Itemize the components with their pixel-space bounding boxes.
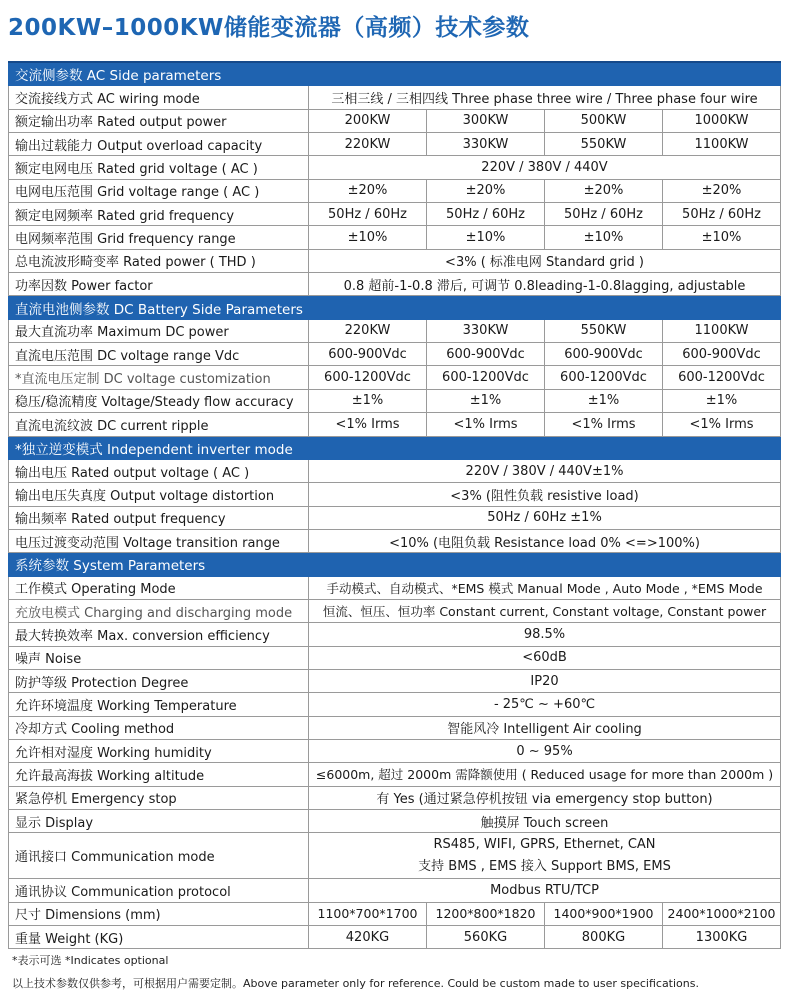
cell-value: 2400*1000*2100 [663,902,781,925]
table-row [9,483,781,506]
cell-value: 50Hz / 60Hz [663,203,781,226]
section-title: 系统参数 System Parameters [9,553,781,576]
reference-note: 以上技术参数仅供参考，可根据用户需要定制。Above parameter only for reference. Could be custom made to user specifications. [12,977,699,990]
cell-value: ±1% [309,389,427,412]
row-value: - 25℃ ~ +60℃ [309,693,781,716]
cell-value: <1% Irms [545,413,663,436]
cell-value: <1% Irms [427,413,545,436]
cell-value: ±20% [663,179,781,202]
cell-value: 500KW [545,109,663,132]
cell-value: 600-1200Vdc [427,366,545,389]
cell-value: <1% Irms [663,413,781,436]
table-row [9,413,781,436]
row-value: 98.5% [309,623,781,646]
row-label: 允许相对湿度 Working humidity [9,739,309,762]
row-value: 0 ~ 95% [309,739,781,762]
table-row [9,319,781,342]
table-row [9,646,781,669]
cell-value: ±20% [427,179,545,202]
section-title: 直流电池侧参数 DC Battery Side Parameters [9,296,781,319]
row-value: 智能风冷 Intelligent Air cooling [309,716,781,739]
cell-value: 200KW [309,109,427,132]
row-label: 直流电压范围 DC voltage range Vdc [9,343,309,366]
row-value: 220V / 380V / 440V±1% [309,459,781,482]
row-label: 电压过渡变动范围 Voltage transition range [9,529,309,552]
row-label: 额定电网电压 Rated grid voltage ( AC ) [9,156,309,179]
row-value: <10% (电阻负载 Resistance load 0% <=>100%) [309,529,781,552]
row-value [309,833,781,879]
cell-value: 600-1200Vdc [309,366,427,389]
cell-value: 220KW [309,133,427,156]
row-value: <3% ( 标准电网 Standard grid ) [309,249,781,272]
row-value: 0.8 超前-1-0.8 滞后, 可调节 0.8leading-1-0.8lagging, adjustable [309,273,781,296]
table-row [9,203,781,226]
row-label: 额定电网频率 Rated grid frequency [9,203,309,226]
row-label: 稳压/稳流精度 Voltage/Steady flow accuracy [9,389,309,412]
cell-value: 50Hz / 60Hz [545,203,663,226]
cell-value: 330KW [427,319,545,342]
row-label: 电网电压范围 Grid voltage range ( AC ) [9,179,309,202]
table-row [9,623,781,646]
table-row [9,902,781,925]
row-label: 通讯接口 Communication mode [9,833,309,879]
cell-value: 300KW [427,109,545,132]
table-row [9,810,781,833]
table-row [9,109,781,132]
cell-value: 1100KW [663,319,781,342]
row-value: 50Hz / 60Hz ±1% [309,506,781,529]
table-row [9,716,781,739]
cell-value: 550KW [545,133,663,156]
cell-value: 1100*700*1700 [309,902,427,925]
row-value: 恒流、恒压、恒功率 Constant current, Constant voltage, Constant power [309,599,781,622]
row-label: 工作模式 Operating Mode [9,576,309,599]
cell-value: ±10% [545,226,663,249]
row-label: 额定输出功率 Rated output power [9,109,309,132]
cell-value: 600-900Vdc [663,343,781,366]
cell-value: 1300KG [663,926,781,949]
cell-value: <1% Irms [309,413,427,436]
cell-value: 1000KW [663,109,781,132]
row-value: <3% (阻性负载 resistive load) [309,483,781,506]
section-header-dc [9,296,781,319]
cell-value: ±1% [545,389,663,412]
table-row [9,669,781,692]
table-row [9,226,781,249]
section-header-inverter [9,436,781,459]
cell-value: 1200*800*1820 [427,902,545,925]
cell-value: 1400*900*1900 [545,902,663,925]
cell-value: ±1% [663,389,781,412]
row-label: 紧急停机 Emergency stop [9,786,309,809]
row-label: 通讯协议 Communication protocol [9,879,309,902]
section-title: 交流侧参数 AC Side parameters [9,62,781,86]
table-row [9,879,781,902]
table-row [9,833,781,879]
table-row [9,693,781,716]
page-title: 200KW–1000KW储能变流器（高频）技术参数 [8,15,530,41]
cell-value: 550KW [545,319,663,342]
table-row [9,366,781,389]
table-row [9,249,781,272]
table-row [9,156,781,179]
section-header-ac [9,62,781,86]
cell-value: ±20% [545,179,663,202]
table-row [9,179,781,202]
row-label: 尺寸 Dimensions (mm) [9,902,309,925]
row-label: 冷却方式 Cooling method [9,716,309,739]
cell-value: 420KG [309,926,427,949]
row-label: 充放电模式 Charging and discharging mode [9,599,309,622]
table-row [9,529,781,552]
row-value: <60dB [309,646,781,669]
row-label: 重量 Weight (KG) [9,926,309,949]
row-label: 允许最高海拔 Working altitude [9,763,309,786]
table-row [9,576,781,599]
table-row [9,459,781,482]
row-value: IP20 [309,669,781,692]
row-label: 总电流波形畸变率 Rated power ( THD ) [9,249,309,272]
comm-line: 支持 BMS , EMS 接入 Support BMS, EMS [418,858,671,874]
row-label: 允许环境温度 Working Temperature [9,693,309,716]
row-label: 防护等级 Protection Degree [9,669,309,692]
cell-value: 600-1200Vdc [663,366,781,389]
row-label: 最大直流功率 Maximum DC power [9,319,309,342]
table-row [9,739,781,762]
row-value: 有 Yes (通过紧急停机按钮 via emergency stop button) [309,786,781,809]
table-row [9,133,781,156]
cell-value: ±1% [427,389,545,412]
row-label: 输出电压失真度 Output voltage distortion [9,483,309,506]
row-label: 输出过载能力 Output overload capacity [9,133,309,156]
cell-value: 600-900Vdc [545,343,663,366]
cell-value: 50Hz / 60Hz [427,203,545,226]
table-row [9,599,781,622]
cell-value: 600-900Vdc [309,343,427,366]
table-row [9,343,781,366]
table-row [9,926,781,949]
cell-value: 1100KW [663,133,781,156]
row-label: 功率因数 Power factor [9,273,309,296]
cell-value: ±20% [309,179,427,202]
comm-line: RS485, WIFI, GPRS, Ethernet, CAN [433,836,656,852]
cell-value: ±10% [663,226,781,249]
table-row [9,506,781,529]
cell-value: 600-900Vdc [427,343,545,366]
table-row [9,273,781,296]
row-value: 手动模式、自动模式、*EMS 模式 Manual Mode , Auto Mode , *EMS Mode [309,576,781,599]
row-label: 噪声 Noise [9,646,309,669]
row-value: 220V / 380V / 440V [309,156,781,179]
row-label: 电网频率范围 Grid frequency range [9,226,309,249]
cell-value: 560KG [427,926,545,949]
row-label: 输出电压 Rated output voltage ( AC ) [9,459,309,482]
table-row [9,786,781,809]
optional-note: *表示可选 *Indicates optional [12,954,169,967]
cell-value: 330KW [427,133,545,156]
cell-value: 220KW [309,319,427,342]
table-row [9,86,781,109]
cell-value: 600-1200Vdc [545,366,663,389]
row-label: 直流电流纹波 DC current ripple [9,413,309,436]
row-value: 触摸屏 Touch screen [309,810,781,833]
section-title: *独立逆变模式 Independent inverter mode [9,436,781,459]
spec-table [8,61,781,949]
table-row [9,389,781,412]
row-label: 输出频率 Rated output frequency [9,506,309,529]
row-label: *直流电压定制 DC voltage customization [9,366,309,389]
row-label: 最大转换效率 Max. conversion efficiency [9,623,309,646]
cell-value: ±10% [427,226,545,249]
cell-value: 50Hz / 60Hz [309,203,427,226]
table-row [9,763,781,786]
row-label: 显示 Display [9,810,309,833]
cell-value: 800KG [545,926,663,949]
row-value: Modbus RTU/TCP [309,879,781,902]
row-label: 交流接线方式 AC wiring mode [9,86,309,109]
row-value: ≤6000m, 超过 2000m 需降额使用 ( Reduced usage for more than 2000m ) [309,763,781,786]
row-value: 三相三线 / 三相四线 Three phase three wire / Three phase four wire [309,86,781,109]
cell-value: ±10% [309,226,427,249]
section-header-system [9,553,781,576]
